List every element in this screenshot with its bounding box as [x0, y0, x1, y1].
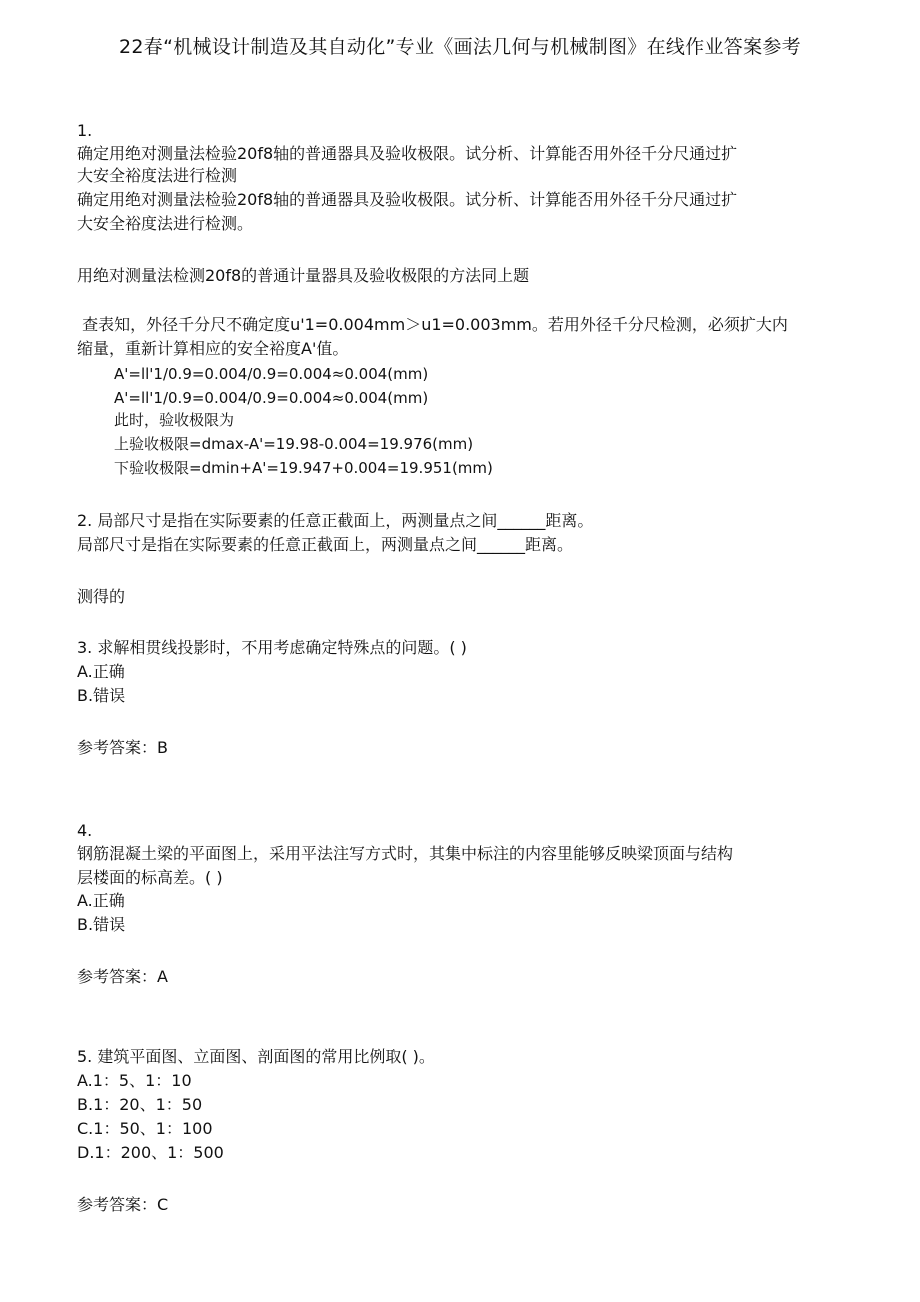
q5-question: 5. 建筑平面图、立面图、剖面图的常用比例取( )。 — [77, 1047, 435, 1066]
q2-text-line1: 2. 局部尺寸是指在实际要素的任意正截面上，两测量点之间______距离。 — [77, 511, 594, 530]
q3-option-a: A.正确 — [77, 662, 125, 681]
q1-calc-line2: A'=ll'1/0.9=0.004/0.9=0.004≈0.004(mm) — [114, 389, 429, 407]
q2-text-line2: 局部尺寸是指在实际要素的任意正截面上，两测量点之间______距离。 — [77, 535, 574, 554]
q1-answer-line1: 用绝对测量法检测20f8的普通计量器具及验收极限的方法同上题 — [77, 266, 530, 285]
q3-answer: 参考答案：B — [77, 738, 168, 757]
q5-option-c: C.1：50、1：100 — [77, 1119, 213, 1138]
q3-option-b: B.错误 — [77, 686, 126, 705]
q1-text-line2: 大安全裕度法进行检测 — [77, 166, 238, 185]
q4-text-line1: 钢筋混凝土梁的平面图上，采用平法注写方式时，其集中标注的内容里能够反映梁顶面与结构 — [77, 844, 734, 863]
q5-option-a: A.1：5、1：10 — [77, 1071, 192, 1090]
q1-calc-line1: A'=ll'1/0.9=0.004/0.9=0.004≈0.004(mm) — [114, 365, 429, 383]
q1-calc-line5: 下验收极限=dmin+A'=19.947+0.004=19.951(mm) — [114, 459, 493, 477]
q4-number: 4. — [77, 821, 93, 840]
q5-option-b: B.1：20、1：50 — [77, 1095, 203, 1114]
q2-answer: 测得的 — [77, 587, 126, 606]
q1-calc-line3: 此时，验收极限为 — [114, 411, 235, 429]
q3-question: 3. 求解相贯线投影时，不用考虑确定特殊点的问题。( ) — [77, 638, 467, 657]
q5-answer: 参考答案：C — [77, 1195, 169, 1214]
q1-calc-line4: 上验收极限=dmax-A'=19.98-0.004=19.976(mm) — [114, 435, 474, 453]
q1-answer-line3: 缩量，重新计算相应的安全裕度A'值。 — [77, 339, 349, 358]
q5-option-d: D.1：200、1：500 — [77, 1143, 224, 1162]
document-title: 22春“机械设计制造及其自动化”专业《画法几何与机械制图》在线作业答案参考 — [119, 36, 801, 58]
q1-text-line1: 确定用绝对测量法检验20f8轴的普通器具及验收极限。试分析、计算能否用外径千分尺通过扩 — [77, 144, 738, 163]
q1-number: 1. — [77, 121, 93, 140]
q4-option-b: B.错误 — [77, 915, 126, 934]
q1-text-line4: 大安全裕度法进行检测。 — [77, 214, 254, 233]
q4-answer: 参考答案：A — [77, 967, 168, 986]
q1-answer-line2: 查表知，外径千分尺不确定度u'1=0.004mm＞u1=0.003mm。若用外径千分尺检测，必须扩大内 — [77, 315, 788, 334]
q4-text-line2: 层楼面的标高差。( ) — [77, 868, 223, 887]
q4-option-a: A.正确 — [77, 891, 125, 910]
q1-text-line3: 确定用绝对测量法检验20f8轴的普通器具及验收极限。试分析、计算能否用外径千分尺通过扩 — [77, 190, 738, 209]
